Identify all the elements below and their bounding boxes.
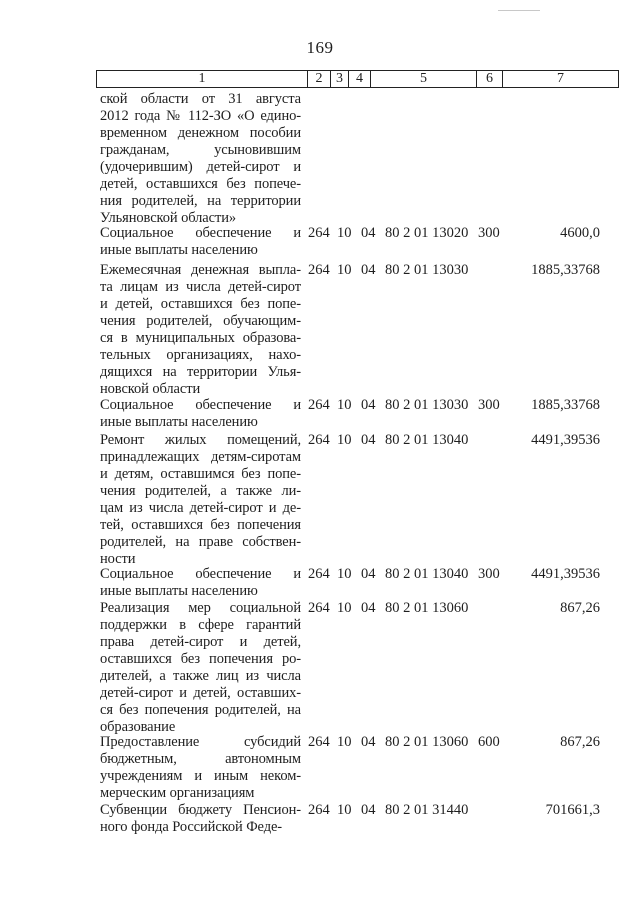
- row-description: [100, 734, 301, 802]
- description-line: поддержки в сфере гарантий: [100, 617, 301, 633]
- cell-c7: 4491,39536: [531, 566, 600, 582]
- description-line: мерческим организациям: [100, 785, 255, 801]
- description-line: тельных организациях, нахо-: [100, 347, 301, 363]
- header-col-1: 1: [97, 71, 308, 87]
- description-line: Предоставление субсидий: [100, 734, 301, 750]
- row-description: [100, 262, 301, 398]
- description-line: оставшихся без попечения ро-: [100, 651, 301, 667]
- description-line: чения родителей, а также ли-: [100, 483, 301, 499]
- description-line: бюджетным, автономным: [100, 751, 301, 767]
- description-line: и детей, оставшихся без попе-: [100, 296, 301, 312]
- header-col-6: 6: [477, 71, 503, 87]
- cell-c5: 80 2 01 13030: [385, 397, 469, 413]
- description-line: временном денежном пособии: [100, 125, 301, 141]
- description-line: дящихся на территории Улья-: [100, 364, 301, 380]
- row-description: [100, 432, 301, 568]
- cell-c7: 867,26: [560, 734, 600, 750]
- description-line: иные выплаты населению: [100, 583, 258, 599]
- cell-c2: 264: [308, 566, 330, 582]
- cell-c3: 10: [337, 802, 352, 818]
- cell-c4: 04: [361, 600, 376, 616]
- cell-c5: 80 2 01 13040: [385, 432, 469, 448]
- description-line: Ремонт жилых помещений,: [100, 432, 301, 448]
- header-col-5: 5: [371, 71, 477, 87]
- header-col-4: 4: [349, 71, 371, 87]
- cell-c3: 10: [337, 262, 352, 278]
- cell-c4: 04: [361, 432, 376, 448]
- description-line: Социальное обеспечение и: [100, 225, 301, 241]
- description-line: тей, оставшихся без попечения: [100, 517, 301, 533]
- cell-c2: 264: [308, 802, 330, 818]
- cell-c2: 264: [308, 225, 330, 241]
- description-line: Субвенции бюджету Пенсион-: [100, 802, 301, 818]
- description-line: права детей-сирот и детей,: [100, 634, 301, 650]
- row-description: [100, 225, 301, 259]
- row-description: [100, 91, 301, 227]
- description-line: ности: [100, 551, 136, 567]
- header-col-3: 3: [331, 71, 349, 87]
- cell-c6: 600: [478, 734, 500, 750]
- cell-c2: 264: [308, 397, 330, 413]
- description-line: детей-сирот и детей, оставших-: [100, 685, 301, 701]
- header-col-2: 2: [308, 71, 331, 87]
- description-line: чения родителей, обучающим-: [100, 313, 301, 329]
- cell-c4: 04: [361, 802, 376, 818]
- description-line: иные выплаты населению: [100, 414, 258, 430]
- description-line: ся в муниципальных образова-: [100, 330, 301, 346]
- cell-c7: 1885,33768: [531, 262, 600, 278]
- row-description: [100, 600, 301, 736]
- cell-c7: 701661,3: [545, 802, 600, 818]
- description-line: ния родителей, на территории: [100, 193, 301, 209]
- description-line: образование: [100, 719, 176, 735]
- description-line: (удочерившим) детей-сирот и: [100, 159, 301, 175]
- description-line: родителей, на праве собствен-: [100, 534, 301, 550]
- scan-artifact-line: [498, 10, 540, 11]
- cell-c5: 80 2 01 13060: [385, 600, 469, 616]
- description-line: 2012 года № 112-ЗО «О едино-: [100, 108, 301, 124]
- description-line: учреждениям и иным неком-: [100, 768, 301, 784]
- cell-c4: 04: [361, 262, 376, 278]
- cell-c2: 264: [308, 734, 330, 750]
- cell-c5: 80 2 01 13040: [385, 566, 469, 582]
- cell-c7: 4491,39536: [531, 432, 600, 448]
- description-line: цам из числа детей-сирот и де-: [100, 500, 301, 516]
- description-line: и детям, оставшимся без попе-: [100, 466, 301, 482]
- cell-c6: 300: [478, 397, 500, 413]
- cell-c4: 04: [361, 566, 376, 582]
- cell-c3: 10: [337, 566, 352, 582]
- description-line: ской области от 31 августа: [100, 91, 301, 107]
- cell-c7: 1885,33768: [531, 397, 600, 413]
- cell-c4: 04: [361, 225, 376, 241]
- cell-c2: 264: [308, 432, 330, 448]
- cell-c3: 10: [337, 734, 352, 750]
- description-line: та лицам из числа детей-сирот: [100, 279, 301, 295]
- description-line: ного фонда Российской Феде-: [100, 819, 283, 835]
- row-description: [100, 802, 301, 836]
- description-line: ся без попечения родителей, на: [100, 702, 301, 718]
- cell-c3: 10: [337, 397, 352, 413]
- description-line: детей, оставшихся без попече-: [100, 176, 301, 192]
- cell-c6: 300: [478, 566, 500, 582]
- cell-c2: 264: [308, 262, 330, 278]
- header-col-7: 7: [557, 71, 564, 86]
- cell-c5: 80 2 01 13060: [385, 734, 469, 750]
- cell-c5: 80 2 01 31440: [385, 802, 469, 818]
- description-line: принадлежащих детям-сиротам: [100, 449, 301, 465]
- cell-c5: 80 2 01 13030: [385, 262, 469, 278]
- description-line: новской области: [100, 381, 201, 397]
- description-line: Реализация мер социальной: [100, 600, 301, 616]
- cell-c7: 867,26: [560, 600, 600, 616]
- cell-c3: 10: [337, 225, 352, 241]
- description-line: Социальное обеспечение и: [100, 566, 301, 582]
- cell-c2: 264: [308, 600, 330, 616]
- description-line: иные выплаты населению: [100, 242, 258, 258]
- cell-c3: 10: [337, 432, 352, 448]
- table-header: [96, 70, 619, 88]
- cell-c6: 300: [478, 225, 500, 241]
- cell-c3: 10: [337, 600, 352, 616]
- page-number: 169: [306, 38, 334, 57]
- description-line: Ежемесячная денежная выпла-: [100, 262, 301, 278]
- description-line: дителей, а также лиц из числа: [100, 668, 301, 684]
- cell-c5: 80 2 01 13020: [385, 225, 469, 241]
- description-line: Ульяновской области»: [100, 210, 237, 226]
- cell-c7: 4600,0: [560, 225, 600, 241]
- description-line: Социальное обеспечение и: [100, 397, 301, 413]
- cell-c4: 04: [361, 397, 376, 413]
- cell-c4: 04: [361, 734, 376, 750]
- description-line: гражданам, усыновившим: [100, 142, 301, 158]
- row-description: [100, 397, 301, 431]
- row-description: [100, 566, 301, 600]
